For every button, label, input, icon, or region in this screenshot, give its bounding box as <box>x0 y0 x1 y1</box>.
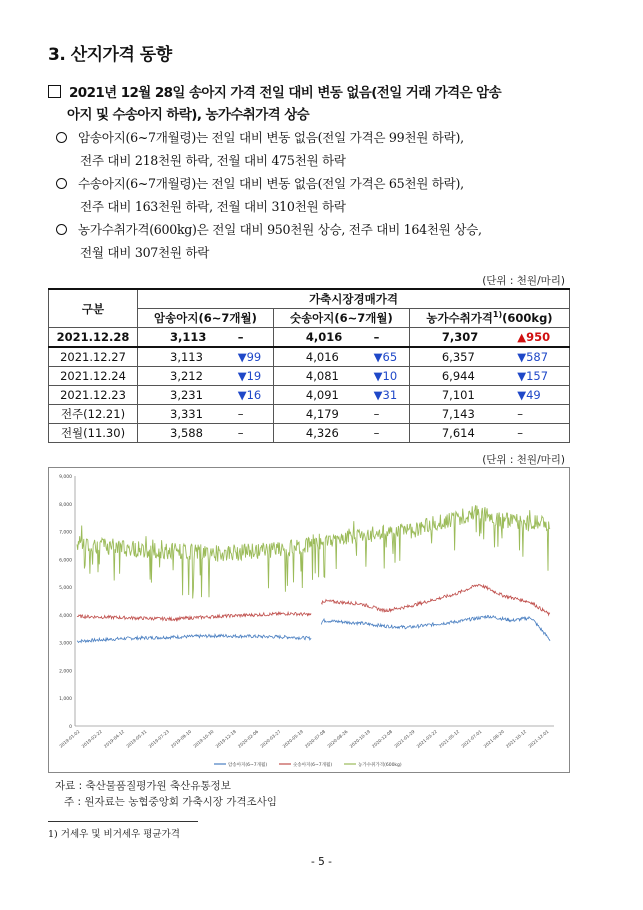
x-tick-label: 2021-01-29 <box>393 729 417 750</box>
source-note: 자료 : 축산물품질평가원 축산유통정보 <box>55 780 231 792</box>
change-cell: – <box>503 405 569 424</box>
x-tick-label: 2021-10-12 <box>505 729 528 750</box>
header-farm-price-label: 농가수취가격 <box>426 311 493 325</box>
y-tick-label: 4,000 <box>59 613 72 619</box>
price-cell: 6,357 <box>409 347 503 367</box>
table-row <box>49 367 570 386</box>
x-tick-label: 2020-10-19 <box>349 729 372 750</box>
bullet-2-line2: 전주 대비 163천원 하락, 전월 대비 310천원 하락 <box>80 199 346 214</box>
x-tick-label: 2020-08-26 <box>326 729 350 750</box>
x-tick-label: 2019-05-31 <box>125 729 149 750</box>
legend-label-1: 암송아지(6~7개월) <box>228 763 268 768</box>
change-cell: – <box>360 328 410 348</box>
y-tick-label: 8,000 <box>59 502 72 508</box>
header-farm-price <box>409 309 569 328</box>
row-label: 전월(11.30) <box>49 424 138 443</box>
change-cell: ▼10 <box>360 367 410 386</box>
y-tick-label: 6,000 <box>59 558 72 564</box>
row-label: 2021.12.23 <box>49 386 138 405</box>
price-cell: 6,944 <box>409 367 503 386</box>
price-cell: 3,231 <box>138 386 224 405</box>
change-cell: – <box>503 424 569 443</box>
square-bullet-icon <box>48 85 61 98</box>
change-cell: ▼65 <box>360 347 410 367</box>
price-cell: 4,179 <box>273 405 359 424</box>
bullet-2 <box>56 172 464 195</box>
y-tick-label: 1,000 <box>59 697 72 703</box>
super-header: 가축시장경매가격 <box>138 289 570 309</box>
y-tick-label: 7,000 <box>59 530 72 536</box>
footnote-divider <box>48 821 198 822</box>
y-tick-label: 9,000 <box>59 475 72 480</box>
bullet-3-line1: 농가수취가격(600kg)은 전일 대비 950천원 상승, 전주 대비 164천원 상승, <box>78 222 482 237</box>
table-row <box>49 405 570 424</box>
price-cell: 7,101 <box>409 386 503 405</box>
row-label: 전주(12.21) <box>49 405 138 424</box>
row-label: 2021.12.24 <box>49 367 138 386</box>
x-tick-label: 2019-07-23 <box>148 729 171 750</box>
footnote: 1) 거세우 및 비거세우 평균가격 <box>48 829 180 840</box>
price-cell: 4,091 <box>273 386 359 405</box>
price-cell: 3,588 <box>138 424 224 443</box>
bullet-3 <box>56 218 482 241</box>
x-tick-label: 2020-07-08 <box>304 729 327 750</box>
change-cell: ▼19 <box>224 367 274 386</box>
price-cell: 7,307 <box>409 328 503 348</box>
change-cell: ▼16 <box>224 386 274 405</box>
change-cell: ▼49 <box>503 386 569 405</box>
price-cell: 7,614 <box>409 424 503 443</box>
bullet-1-line2: 전주 대비 218천원 하락, 전월 대비 475천원 하락 <box>80 153 346 168</box>
change-cell: ▼99 <box>224 347 274 367</box>
change-cell: ▼157 <box>503 367 569 386</box>
header-female-calf: 암송아지(6~7개월) <box>138 309 274 328</box>
x-tick-label: 2020-12-08 <box>371 729 394 750</box>
circle-bullet-icon <box>56 132 67 143</box>
price-cell: 3,113 <box>138 347 224 367</box>
table-row <box>49 424 570 443</box>
change-cell: ▼587 <box>503 347 569 367</box>
x-tick-label: 2021-05-12 <box>438 729 461 750</box>
y-tick-label: 2,000 <box>59 669 72 675</box>
x-tick-label: 2019-09-10 <box>170 729 193 750</box>
headline <box>48 82 501 104</box>
price-cell: 4,081 <box>273 367 359 386</box>
x-tick-label: 2020-03-27 <box>259 729 283 750</box>
x-tick-label: 2020-02-06 <box>237 729 260 750</box>
remark-note: 주 : 원자료는 농협중앙회 가축시장 가격조사임 <box>64 796 277 808</box>
change-cell: – <box>224 424 274 443</box>
change-cell: ▲950 <box>503 328 569 348</box>
price-chart <box>48 467 570 773</box>
unit-label-table: (단위 : 천원/마리) <box>482 275 565 287</box>
x-tick-label: 2019-01-02 <box>58 729 82 750</box>
table-row <box>49 386 570 405</box>
price-cell: 7,143 <box>409 405 503 424</box>
x-tick-label: 2019-02-22 <box>81 729 104 750</box>
price-cell: 4,326 <box>273 424 359 443</box>
row-label: 2021.12.28 <box>49 328 138 348</box>
change-cell: – <box>360 405 410 424</box>
bullet-1 <box>56 126 464 149</box>
y-tick-label: 3,000 <box>59 641 72 647</box>
x-tick-label: 2020-05-19 <box>282 729 305 750</box>
price-cell: 4,016 <box>273 328 359 348</box>
series-line-2 <box>77 584 550 620</box>
price-cell: 4,016 <box>273 347 359 367</box>
x-tick-label: 2019-12-18 <box>215 729 238 750</box>
x-tick-label: 2019-10-30 <box>192 729 216 750</box>
legend-label-3: 농가수취가격(600kg) <box>358 763 402 768</box>
price-cell: 3,331 <box>138 405 224 424</box>
bullet-1-line1: 암송아지(6~7개월령)는 전일 대비 변동 없음(전일 가격은 99천원 하락), <box>78 130 464 145</box>
header-farm-price-weight: (600kg) <box>502 311 553 325</box>
x-tick-label: 2021-12-01 <box>527 729 551 750</box>
y-tick-label: 5,000 <box>59 586 72 592</box>
change-cell: – <box>360 424 410 443</box>
header-male-calf: 숫송아지(6~7개월) <box>273 309 409 328</box>
headline-line1: 2021년 12월 28일 송아지 가격 전일 대비 변동 없음(전일 거래 가격은 암송 <box>69 85 502 101</box>
price-line-chart <box>49 468 569 772</box>
price-cell: 3,113 <box>138 328 224 348</box>
col-group-header: 구분 <box>49 289 138 328</box>
circle-bullet-icon <box>56 178 67 189</box>
section-title: 3. 산지가격 동향 <box>48 45 172 65</box>
headline-line2: 아지 및 수송아지 하락), 농가수취가격 상승 <box>67 107 310 123</box>
bullet-2-line1: 수송아지(6~7개월령)는 전일 대비 변동 없음(전일 가격은 65천원 하락), <box>78 176 464 191</box>
circle-bullet-icon <box>56 224 67 235</box>
change-cell: – <box>224 405 274 424</box>
x-tick-label: 2019-04-12 <box>103 729 126 750</box>
legend-label-2: 숫송아지(6~7개월) <box>293 763 333 768</box>
footnote-mark: 1) <box>492 310 503 320</box>
unit-label-chart: (단위 : 천원/마리) <box>482 454 565 466</box>
x-tick-label: 2021-03-22 <box>416 729 439 750</box>
price-table <box>48 288 570 443</box>
price-cell: 3,212 <box>138 367 224 386</box>
change-cell: – <box>224 328 274 348</box>
table-row <box>49 328 570 348</box>
table-row <box>49 347 570 367</box>
y-tick-label: 0 <box>69 725 72 730</box>
bullet-3-line2: 전월 대비 307천원 하락 <box>80 245 210 260</box>
page-number: - 5 - <box>311 856 332 868</box>
change-cell: ▼31 <box>360 386 410 405</box>
x-tick-label: 2021-08-20 <box>483 729 506 750</box>
row-label: 2021.12.27 <box>49 347 138 367</box>
x-tick-label: 2021-07-01 <box>460 729 484 750</box>
